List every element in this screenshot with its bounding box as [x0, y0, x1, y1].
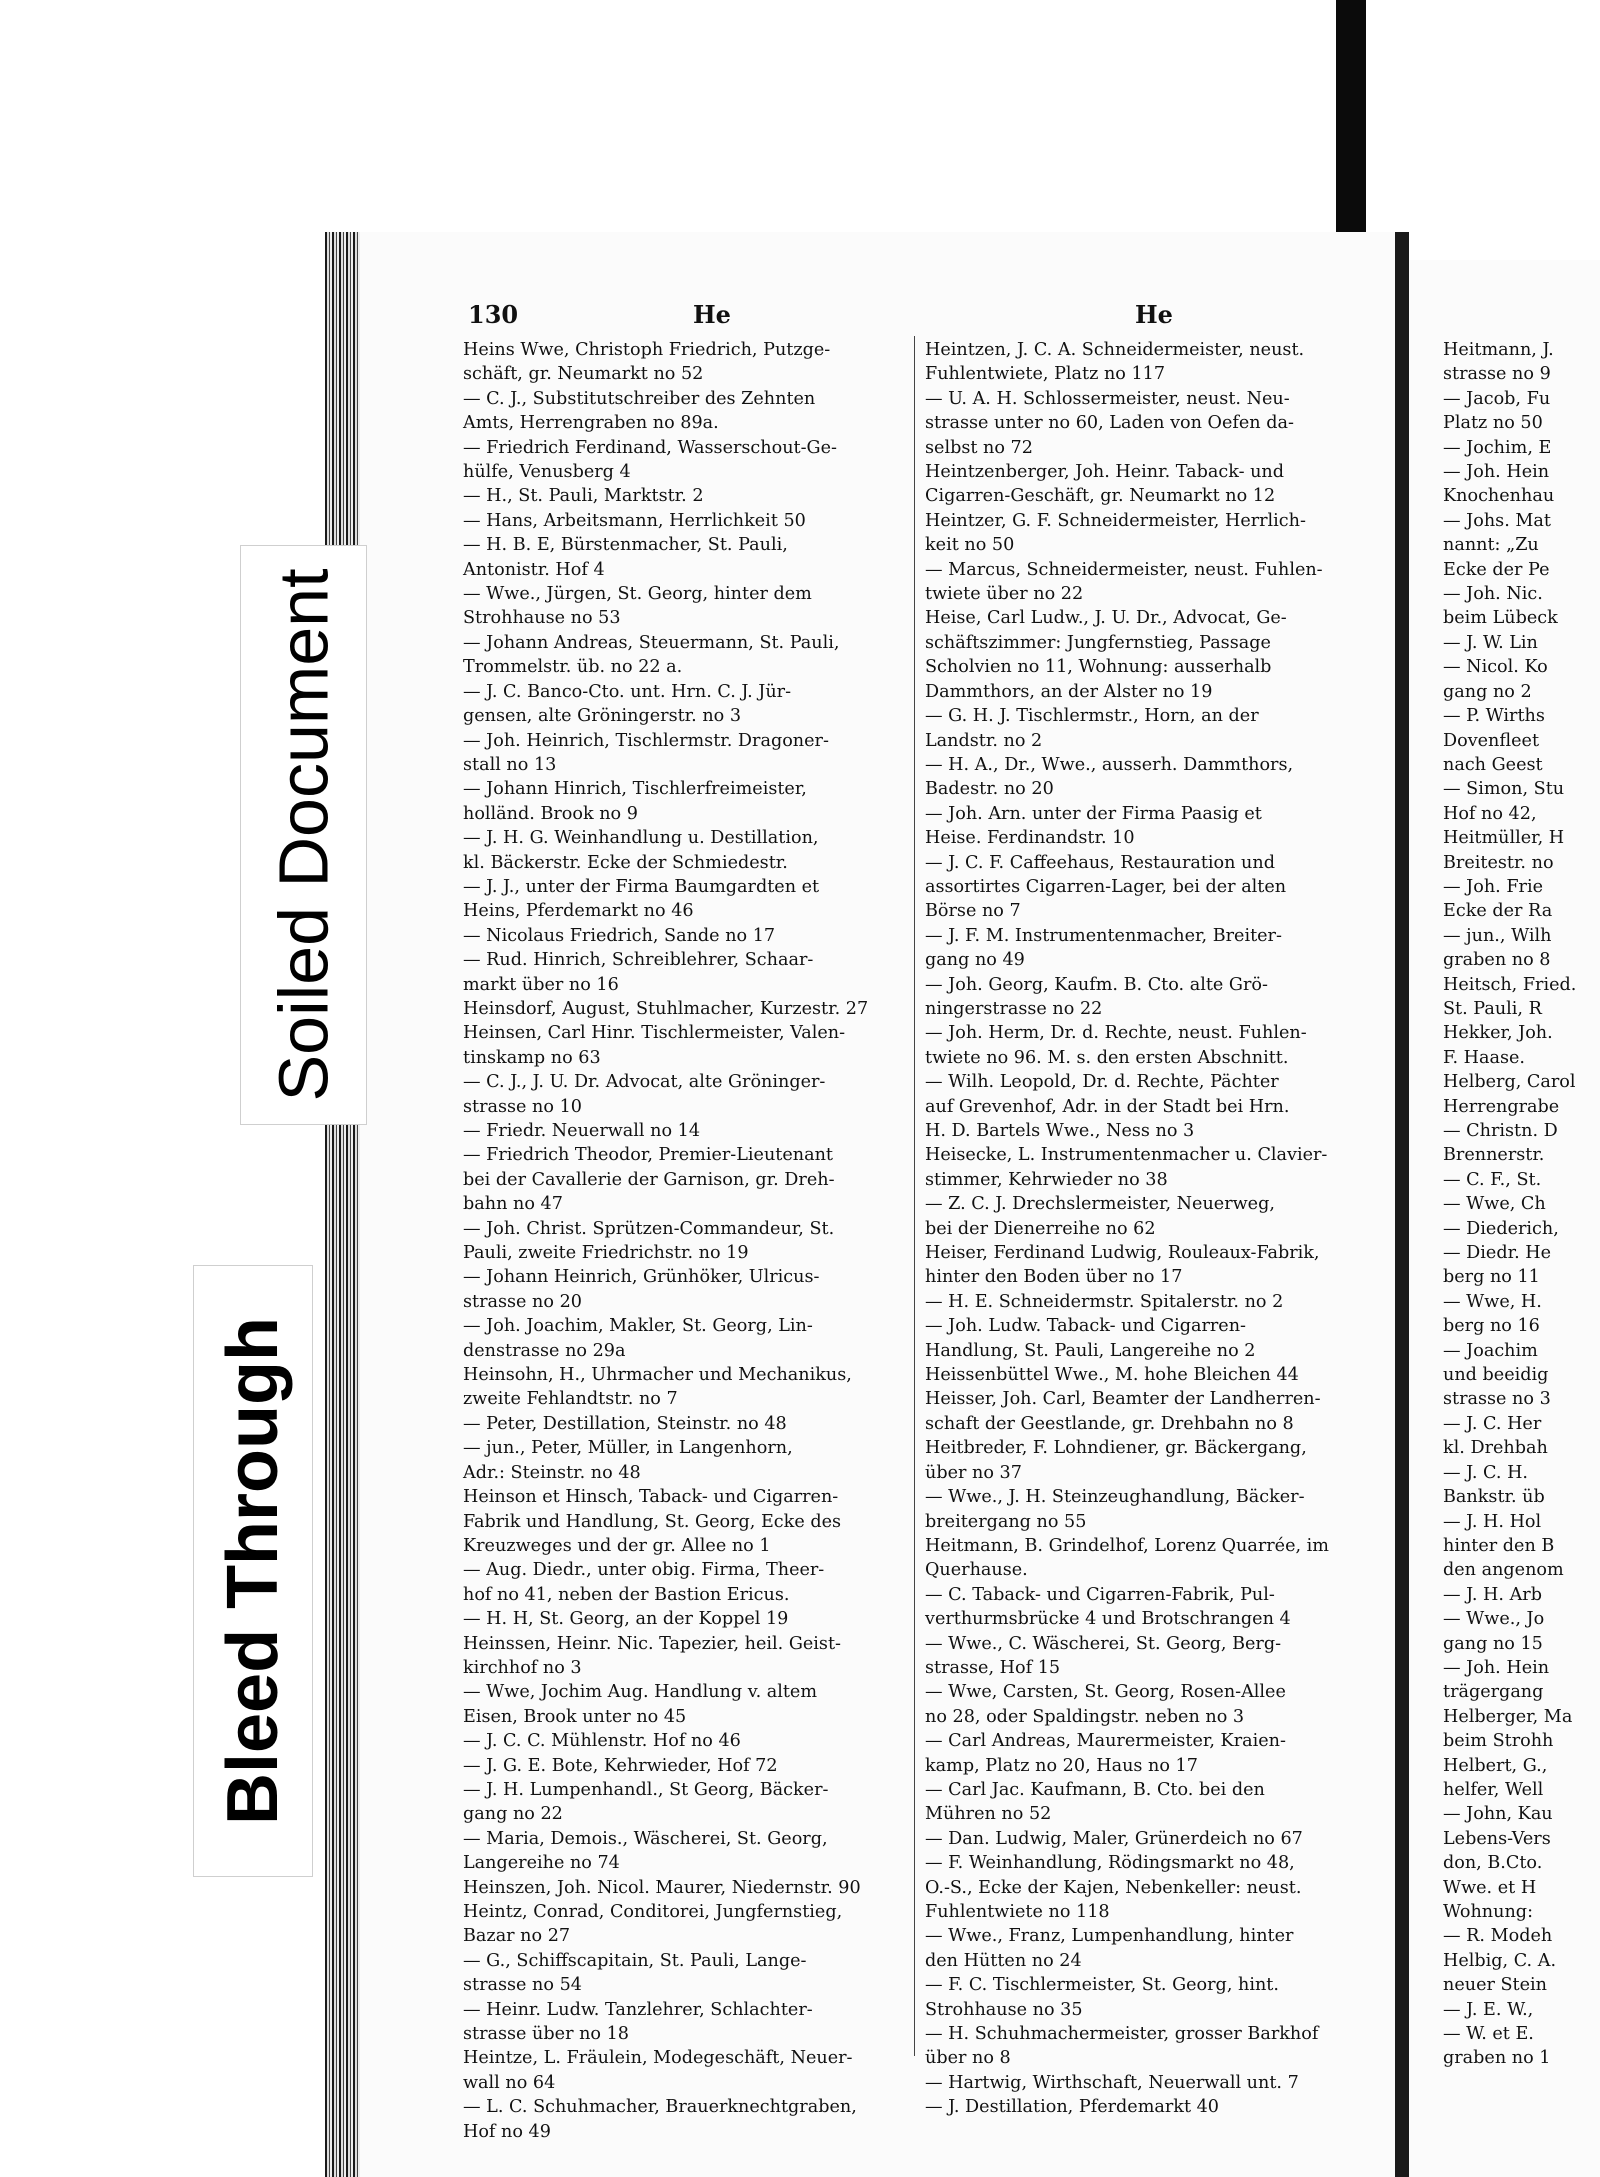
entry-line: — G., Schiffscapitain, St. Pauli, Lange-: [463, 1950, 807, 1971]
entry-line: strasse, Hof 15: [925, 1657, 1061, 1678]
entry-line: Heinszen, Joh. Nicol. Maurer, Niedernstr. 90: [463, 1877, 861, 1898]
entry-line: — Joh. Christ. Sprützen-Commandeur, St.: [463, 1218, 835, 1239]
entry-line: — Christn. D: [1443, 1121, 1558, 1141]
entry-line: — Johann Hinrich, Tischlerfreimeister,: [463, 779, 807, 800]
bleed-through-tab: [193, 1265, 313, 1877]
entry-line: — Jochim, E: [1443, 437, 1552, 458]
entry-line: — J. H. Lumpenhandl., St Georg, Bäcker-: [463, 1779, 829, 1800]
entry-line: den angenom: [1443, 1560, 1564, 1581]
entry-line: strasse unter no 60, Laden von Oefen da-: [925, 413, 1294, 434]
entry-line: Helberg, Carol: [1443, 1072, 1576, 1093]
entry-line: — Dan. Ludwig, Maler, Grünerdeich no 67: [925, 1828, 1303, 1849]
entry-line: zweite Fehlandtstr. no 7: [463, 1389, 678, 1410]
entry-line: den Hütten no 24: [925, 1950, 1082, 1971]
entry-line: — Hans, Arbeitsmann, Herrlichkeit 50: [463, 510, 806, 531]
entry-line: gang no 2: [1443, 681, 1532, 702]
entry-line: Heitmann, B. Grindelhof, Lorenz Quarrée, im: [925, 1535, 1329, 1556]
entry-line: Heintzer, G. F. Schneidermeister, Herrlich-: [925, 510, 1306, 531]
entry-line: kl. Bäckerstr. Ecke der Schmiedestr.: [463, 852, 788, 873]
entry-line: Amts, Herrengraben no 89a.: [463, 413, 719, 434]
entry-line: — Aug. Diedr., unter obig. Firma, Theer-: [463, 1560, 825, 1581]
entry-line: Strohhause no 35: [925, 1999, 1083, 2020]
entry-line: — Joh. Joachim, Makler, St. Georg, Lin-: [463, 1316, 813, 1337]
entry-line: — Hartwig, Wirthschaft, Neuerwall unt. 7: [925, 2072, 1299, 2093]
entry-line: — John, Kau: [1443, 1804, 1553, 1825]
entry-line: — Nicolaus Friedrich, Sande no 17: [463, 925, 776, 946]
entry-line: auf Grevenhof, Adr. in der Stadt bei Hrn.: [925, 1096, 1290, 1117]
entry-line: — Maria, Demois., Wäscherei, St. Georg,: [463, 1828, 828, 1849]
entry-line: gang no 49: [925, 950, 1025, 971]
entry-line: Brennerstr.: [1443, 1145, 1545, 1166]
entry-line: bei der Cavallerie der Garnison, gr. Dreh-: [463, 1169, 835, 1190]
entry-line: — J. C. Banco-Cto. unt. Hrn. C. J. Jür-: [463, 681, 792, 702]
entry-line: verthurmsbrücke 4 und Brotschrangen 4: [925, 1609, 1291, 1630]
entry-line: — Johann Heinrich, Grünhöker, Ulricus-: [463, 1267, 820, 1288]
left-column: [463, 338, 912, 2144]
entry-line: Dammthors, an der Alster no 19: [925, 681, 1213, 702]
entry-line: kirchhof no 3: [463, 1657, 582, 1678]
entry-line: — Joh. Arn. unter der Firma Paasig et: [925, 803, 1262, 824]
entry-line: — F. Weinhandlung, Rödingsmarkt no 48,: [925, 1853, 1295, 1874]
bleed-through-label: Bleed Through: [213, 1317, 294, 1825]
entry-line: twiete no 96. M. s. den ersten Abschnitt.: [925, 1047, 1289, 1068]
entry-line: — J. F. M. Instrumentenmacher, Breiter-: [925, 925, 1282, 946]
entry-line: holländ. Brook no 9: [463, 803, 638, 824]
entry-line: Heitmann, J.: [1443, 340, 1554, 360]
entry-line: — J. W. Lin: [1443, 632, 1538, 653]
entry-line: — Carl Andreas, Maurermeister, Kraien-: [925, 1731, 1286, 1752]
entry-line: trägergang: [1443, 1682, 1544, 1703]
entry-line: Platz no 50: [1443, 413, 1543, 434]
entry-line: strasse no 54: [463, 1975, 582, 1996]
entry-line: Heitbreder, F. Lohndiener, gr. Bäckergang,: [925, 1438, 1307, 1459]
entry-line: Breitestr. no: [1443, 852, 1554, 873]
entry-line: — H. B. E, Bürstenmacher, St. Pauli,: [463, 535, 788, 556]
entry-line: kl. Drehbah: [1443, 1438, 1548, 1459]
entry-line: ningerstrasse no 22: [925, 998, 1103, 1019]
entry-line: Wwe. et H: [1443, 1877, 1537, 1898]
entry-line: Hof no 42,: [1443, 803, 1537, 824]
entry-line: — Nicol. Ko: [1443, 657, 1548, 678]
entry-line: — Wwe, H.: [1443, 1291, 1542, 1312]
entry-line: Heintze, L. Fräulein, Modegeschäft, Neuer-: [463, 2048, 853, 2069]
entry-line: wall no 64: [463, 2072, 556, 2093]
entry-line: — Joh. Hein: [1443, 1657, 1550, 1678]
entry-line: — Peter, Destillation, Steinstr. no 48: [463, 1413, 787, 1434]
entry-line: — Friedr. Neuerwall no 14: [463, 1121, 701, 1141]
entry-line: — Johs. Mat: [1443, 510, 1551, 531]
entry-line: nach Geest: [1443, 754, 1543, 775]
entry-line: — J. H. G. Weinhandlung u. Destillation,: [463, 828, 819, 849]
entry-line: — Wilh. Leopold, Dr. d. Rechte, Pächter: [925, 1072, 1279, 1093]
entry-line: markt über no 16: [463, 974, 619, 995]
entry-line: denstrasse no 29a: [463, 1340, 626, 1361]
entry-line: — Heinr. Ludw. Tanzlehrer, Schlachter-: [463, 1999, 813, 2020]
entry-line: Heitsch, Fried.: [1443, 974, 1577, 995]
entry-line: Kreuzweges und der gr. Allee no 1: [463, 1535, 771, 1556]
entry-line: Handlung, St. Pauli, Langereihe no 2: [925, 1340, 1256, 1361]
column-divider: [914, 336, 915, 2056]
entry-line: — Z. C. J. Drechslermeister, Neuerweg,: [925, 1194, 1275, 1215]
entry-line: — G. H. J. Tischlermstr., Horn, an der: [925, 706, 1259, 727]
entry-line: Ecke der Pe: [1443, 559, 1550, 580]
entry-line: Heissenbüttel Wwe., M. hohe Bleichen 44: [925, 1365, 1299, 1386]
entry-line: Heinsen, Carl Hinr. Tischlermeister, Valen-: [463, 1023, 846, 1044]
entry-line: — H. E. Schneidermstr. Spitalerstr. no 2: [925, 1291, 1284, 1312]
entry-line: Helberger, Ma: [1443, 1706, 1573, 1727]
entry-line: — Friedrich Theodor, Premier-Lieutenant: [463, 1145, 834, 1166]
entry-line: — Joh. Frie: [1443, 876, 1544, 897]
entry-line: Heintzenberger, Joh. Heinr. Taback- und: [925, 462, 1285, 483]
entry-line: Antonistr. Hof 4: [463, 559, 605, 580]
entry-line: — H. H, St. Georg, an der Koppel 19: [463, 1609, 789, 1630]
entry-line: Helbig, C. A.: [1443, 1950, 1557, 1971]
entry-line: Trommelstr. üb. no 22 a.: [463, 657, 683, 678]
entry-line: twiete über no 22: [925, 584, 1084, 605]
entry-line: Dovenfleet: [1443, 730, 1540, 751]
entry-line: — C. Taback- und Cigarren-Fabrik, Pul-: [925, 1584, 1275, 1605]
entry-line: — R. Modeh: [1443, 1926, 1553, 1947]
entry-line: Scholvien no 11, Wohnung: ausserhalb: [925, 657, 1272, 678]
entry-line: Heisser, Joh. Carl, Beamter der Landherren-: [925, 1389, 1321, 1410]
entry-line: — Joh. Georg, Kaufm. B. Cto. alte Grö-: [925, 974, 1268, 995]
entry-line: — J. E. W.,: [1443, 1999, 1534, 2020]
entry-line: Hof no 49: [463, 2121, 551, 2142]
entry-line: — J. C. H.: [1443, 1462, 1529, 1483]
entry-line: — J. Destillation, Pferdemarkt 40: [925, 2097, 1219, 2118]
entry-line: no 28, oder Spaldingstr. neben no 3: [925, 1706, 1245, 1727]
entry-line: Heitmüller, H: [1443, 828, 1565, 849]
entry-line: — Wwe, Ch: [1443, 1194, 1546, 1215]
entry-line: Heinssen, Heinr. Nic. Tapezier, heil. Geist-: [463, 1633, 841, 1654]
entry-line: bei der Dienerreihe no 62: [925, 1218, 1156, 1239]
entry-line: — Wwe, Carsten, St. Georg, Rosen-Allee: [925, 1682, 1286, 1703]
entry-line: — C. F., St.: [1443, 1169, 1542, 1190]
entry-line: — Joh. Heinrich, Tischlermstr. Dragoner-: [463, 730, 829, 751]
entry-line: über no 37: [925, 1462, 1022, 1483]
left-column-key: He: [693, 300, 731, 329]
entry-line: berg no 16: [1443, 1316, 1540, 1337]
entry-line: Wohnung:: [1443, 1902, 1533, 1922]
entry-line: — Joh. Ludw. Taback- und Cigarren-: [925, 1316, 1246, 1337]
entry-line: — W. et E.: [1443, 2024, 1534, 2045]
entry-line: Querhause.: [925, 1560, 1028, 1581]
entry-line: beim Strohh: [1443, 1731, 1554, 1752]
entry-line: — H., St. Pauli, Marktstr. 2: [463, 486, 704, 507]
entry-line: Langereihe no 74: [463, 1853, 620, 1874]
entry-line: Landstr. no 2: [925, 730, 1043, 751]
entry-line: St. Pauli, R: [1443, 998, 1542, 1019]
entry-line: helfer, Well: [1443, 1779, 1544, 1800]
entry-line: — Joh. Nic.: [1443, 584, 1543, 605]
entry-line: H. D. Bartels Wwe., Ness no 3: [925, 1121, 1195, 1141]
entry-line: — C. J., J. U. Dr. Advocat, alte Gröninger-: [463, 1072, 826, 1093]
entry-line: Heintzen, J. C. A. Schneidermeister, neust.: [925, 340, 1305, 360]
entry-line: Heinsohn, H., Uhrmacher und Mechanikus,: [463, 1365, 852, 1386]
entry-line: Herrengrabe: [1443, 1096, 1560, 1117]
entry-line: Heintz, Conrad, Conditorei, Jungfernstieg,: [463, 1902, 843, 1922]
entry-line: — Diedr. He: [1443, 1243, 1552, 1264]
entry-line: stimmer, Kehrwieder no 38: [925, 1169, 1168, 1190]
entry-line: Heinson et Hinsch, Taback- und Cigarren-: [463, 1487, 839, 1508]
entry-line: — Friedrich Ferdinand, Wasserschout-Ge-: [463, 437, 837, 458]
entry-line: — Marcus, Schneidermeister, neust. Fuhlen-: [925, 559, 1323, 580]
entry-line: don, B.Cto.: [1443, 1853, 1543, 1874]
entry-line: — H. A., Dr., Wwe., ausserh. Dammthors,: [925, 754, 1294, 775]
entry-line: — Joachim: [1443, 1340, 1538, 1361]
entry-line: Heiser, Ferdinand Ludwig, Rouleaux-Fabrik,: [925, 1243, 1320, 1264]
entry-line: — Wwe., Franz, Lumpenhandlung, hinter: [925, 1926, 1294, 1947]
entry-line: graben no 8: [1443, 950, 1551, 971]
entry-line: Ecke der Ra: [1443, 901, 1553, 922]
entry-line: Eisen, Brook unter no 45: [463, 1706, 687, 1727]
entry-line: gensen, alte Gröningerstr. no 3: [463, 706, 742, 727]
right-column: [925, 338, 1387, 2120]
entry-line: — J. G. E. Bote, Kehrwieder, Hof 72: [463, 1755, 778, 1776]
entry-line: berg no 11: [1443, 1267, 1540, 1288]
entry-line: Heise. Ferdinandstr. 10: [925, 828, 1135, 849]
entry-line: — J. H. Arb: [1443, 1584, 1542, 1605]
entry-line: Heinsdorf, August, Stuhlmacher, Kurzestr. 27: [463, 998, 869, 1019]
entry-line: Heisecke, L. Instrumentenmacher u. Clavier-: [925, 1145, 1328, 1166]
entry-line: Knochenhau: [1443, 486, 1555, 507]
entry-line: — jun., Peter, Müller, in Langenhorn,: [463, 1438, 793, 1459]
entry-line: hinter den Boden über no 17: [925, 1267, 1183, 1288]
entry-line: strasse über no 18: [463, 2024, 629, 2045]
entry-line: O.-S., Ecke der Kajen, Nebenkeller: neust.: [925, 1877, 1302, 1898]
entry-line: — Joh. Herm, Dr. d. Rechte, neust. Fuhlen-: [925, 1023, 1307, 1044]
soiled-document-tab: [240, 545, 367, 1125]
entry-line: assortirtes Cigarren-Lager, bei der alten: [925, 876, 1287, 897]
entry-line: Fuhlentwiete no 118: [925, 1902, 1110, 1922]
entry-line: — Simon, Stu: [1443, 779, 1565, 800]
entry-line: Cigarren-Geschäft, gr. Neumarkt no 12: [925, 486, 1276, 507]
entry-line: hof no 41, neben der Bastion Ericus.: [463, 1584, 790, 1605]
entry-line: schaft der Geestlande, gr. Drehbahn no 8: [925, 1413, 1294, 1434]
entry-line: — J. H. Hol: [1443, 1511, 1542, 1532]
entry-line: Fuhlentwiete, Platz no 117: [925, 364, 1166, 385]
entry-line: — H. Schuhmachermeister, grosser Barkhof: [925, 2024, 1319, 2045]
dark-band: [1336, 0, 1366, 270]
entry-line: strasse no 20: [463, 1291, 582, 1312]
entry-line: — C. J., Substitutschreiber des Zehnten: [463, 388, 816, 409]
entry-line: Heise, Carl Ludw., J. U. Dr., Advocat, Ge-: [925, 608, 1287, 629]
entry-line: Heins, Pferdemarkt no 46: [463, 901, 694, 922]
entry-line: — J. C. Her: [1443, 1413, 1542, 1434]
entry-line: Strohhause no 53: [463, 608, 621, 629]
entry-line: — Wwe, Jochim Aug. Handlung v. altem: [463, 1682, 818, 1703]
entry-line: — J. C. F. Caffeehaus, Restauration und: [925, 852, 1275, 873]
entry-line: Heins Wwe, Christoph Friedrich, Putzge-: [463, 340, 831, 360]
entry-line: — Wwe., C. Wäscherei, St. Georg, Berg-: [925, 1633, 1282, 1654]
entry-line: keit no 50: [925, 535, 1015, 556]
entry-line: Mühren no 52: [925, 1804, 1052, 1825]
book-gutter: [1395, 232, 1409, 2177]
entry-line: hinter den B: [1443, 1535, 1555, 1556]
entry-line: — Diederich,: [1443, 1218, 1559, 1239]
entry-line: Badestr. no 20: [925, 779, 1054, 800]
entry-line: breitergang no 55: [925, 1511, 1087, 1532]
entry-line: — Wwe., J. H. Steinzeughandlung, Bäcker-: [925, 1487, 1305, 1508]
right-column-key: He: [1135, 300, 1173, 329]
entry-line: — jun., Wilh: [1443, 925, 1552, 946]
entry-line: — J. J., unter der Firma Baumgardten et: [463, 876, 820, 897]
entry-line: selbst no 72: [925, 437, 1033, 458]
entry-line: — P. Wirths: [1443, 706, 1545, 727]
soiled-document-label: Soiled Document: [264, 568, 343, 1102]
entry-line: bahn no 47: [463, 1194, 563, 1215]
entry-line: Pauli, zweite Friedrichstr. no 19: [463, 1243, 749, 1264]
next-page-column: [1443, 338, 1598, 2071]
entry-line: stall no 13: [463, 754, 557, 775]
page-number: 130: [468, 300, 519, 329]
entry-line: — Rud. Hinrich, Schreiblehrer, Schaar-: [463, 950, 814, 971]
entry-line: strasse no 9: [1443, 364, 1551, 385]
entry-line: — L. C. Schuhmacher, Brauerknechtgraben,: [463, 2097, 857, 2118]
entry-line: Bankstr. üb: [1443, 1487, 1545, 1508]
entry-line: tinskamp no 63: [463, 1047, 601, 1068]
entry-line: beim Lübeck: [1443, 608, 1558, 629]
entry-line: gang no 22: [463, 1804, 563, 1825]
entry-line: strasse no 3: [1443, 1389, 1551, 1410]
entry-line: — Wwe., Jürgen, St. Georg, hinter dem: [463, 584, 812, 605]
entry-line: kamp, Platz no 20, Haus no 17: [925, 1755, 1198, 1776]
entry-line: Fabrik und Handlung, St. Georg, Ecke des: [463, 1511, 842, 1532]
entry-line: und beeidig: [1443, 1365, 1549, 1386]
entry-line: — Joh. Hein: [1443, 462, 1550, 483]
entry-line: — Johann Andreas, Steuermann, St. Pauli,: [463, 632, 840, 653]
entry-line: — U. A. H. Schlossermeister, neust. Neu-: [925, 388, 1290, 409]
entry-line: Helbert, G.,: [1443, 1755, 1548, 1776]
entry-line: — F. C. Tischlermeister, St. Georg, hint.: [925, 1975, 1279, 1996]
entry-line: — Carl Jac. Kaufmann, B. Cto. bei den: [925, 1779, 1265, 1800]
entry-line: hülfe, Venusberg 4: [463, 462, 631, 483]
entry-line: gang no 15: [1443, 1633, 1543, 1654]
entry-line: schäftszimmer: Jungfernstieg, Passage: [925, 632, 1271, 653]
entry-line: Bazar no 27: [463, 1926, 571, 1947]
entry-line: — J. C. C. Mühlenstr. Hof no 46: [463, 1731, 741, 1752]
entry-line: F. Haase.: [1443, 1047, 1526, 1068]
entry-line: — Wwe., Jo: [1443, 1609, 1545, 1630]
entry-line: Lebens-Vers: [1443, 1828, 1551, 1849]
entry-line: Hekker, Joh.: [1443, 1023, 1553, 1044]
entry-line: nannt: „Zu: [1443, 535, 1539, 556]
entry-line: über no 8: [925, 2048, 1011, 2069]
entry-line: — Jacob, Fu: [1443, 388, 1551, 409]
entry-line: Adr.: Steinstr. no 48: [463, 1462, 641, 1483]
entry-line: strasse no 10: [463, 1096, 582, 1117]
entry-line: schäft, gr. Neumarkt no 52: [463, 364, 704, 385]
entry-line: Börse no 7: [925, 901, 1021, 922]
entry-line: neuer Stein: [1443, 1975, 1547, 1996]
entry-line: graben no 1: [1443, 2048, 1551, 2069]
